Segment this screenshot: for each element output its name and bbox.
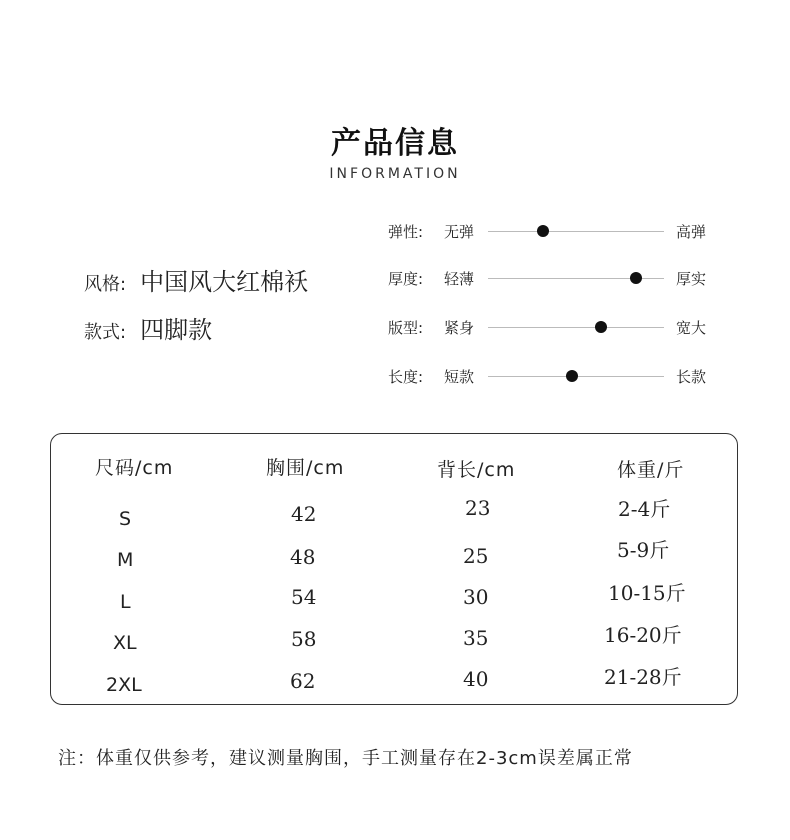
table-header-size: 尺码/cm [95,457,174,479]
attribute-length [388,366,718,386]
attribute-label: 厚度: [388,270,424,288]
table-header-back-length: 背长/cm [437,459,516,481]
page-title: 产品信息 [331,126,459,161]
table-cell-size: S [119,508,132,530]
attribute-high: 高弹 [676,223,707,241]
attribute-level-dot [566,370,578,382]
table-cell-weight: 2-4斤 [618,497,671,521]
attribute-level-dot [630,272,642,284]
table-cell-back-length: 40 [463,667,489,691]
table-cell-chest: 42 [291,502,317,526]
table-cell-weight: 21-28斤 [604,665,682,689]
table-cell-size: M [117,549,134,571]
attribute-elasticity [388,221,718,241]
attribute-label: 长度: [388,368,424,386]
table-cell-size: XL [113,632,137,654]
table-cell-chest: 58 [291,627,317,651]
table-cell-chest: 62 [290,669,316,693]
attribute-label: 版型: [388,319,424,337]
table-cell-size: L [120,591,131,613]
table-cell-weight: 10-15斤 [608,581,686,605]
attribute-low: 紧身 [444,319,475,337]
attribute-low: 短款 [444,368,475,386]
type-value: 四脚款 [140,316,213,344]
table-cell-chest: 54 [291,585,317,609]
table-cell-back-length: 23 [465,496,491,520]
style-info [84,262,308,297]
attribute-high: 宽大 [676,319,707,337]
table-cell-size: 2XL [106,674,142,696]
page-subtitle: INFORMATION [329,166,461,182]
table-cell-weight: 16-20斤 [604,623,682,647]
attribute-high: 长款 [676,368,707,386]
attribute-fit [388,317,718,337]
table-header-chest: 胸围/cm [266,457,345,479]
table-cell-back-length: 30 [463,585,489,609]
attribute-high: 厚实 [676,270,707,288]
type-info [84,310,212,345]
table-cell-back-length: 25 [463,544,489,568]
table-cell-weight: 5-9斤 [617,538,670,562]
table-cell-chest: 48 [290,545,316,569]
attribute-track [488,327,664,328]
measurement-note: 注：体重仅供参考，建议测量胸围，手工测量存在2-3cm误差属正常 [58,748,633,769]
style-value: 中国风大红棉袄 [140,268,309,296]
attribute-track [488,231,664,232]
attribute-thickness [388,268,718,288]
table-cell-back-length: 35 [463,626,489,650]
attribute-level-dot [595,321,607,333]
table-header-weight: 体重/斤 [617,459,685,481]
style-label: 风格: [84,274,127,295]
attribute-low: 轻薄 [444,270,475,288]
type-label: 款式: [84,322,127,343]
attribute-low: 无弹 [444,223,475,241]
attribute-label: 弹性: [388,223,424,241]
attribute-level-dot [537,225,549,237]
